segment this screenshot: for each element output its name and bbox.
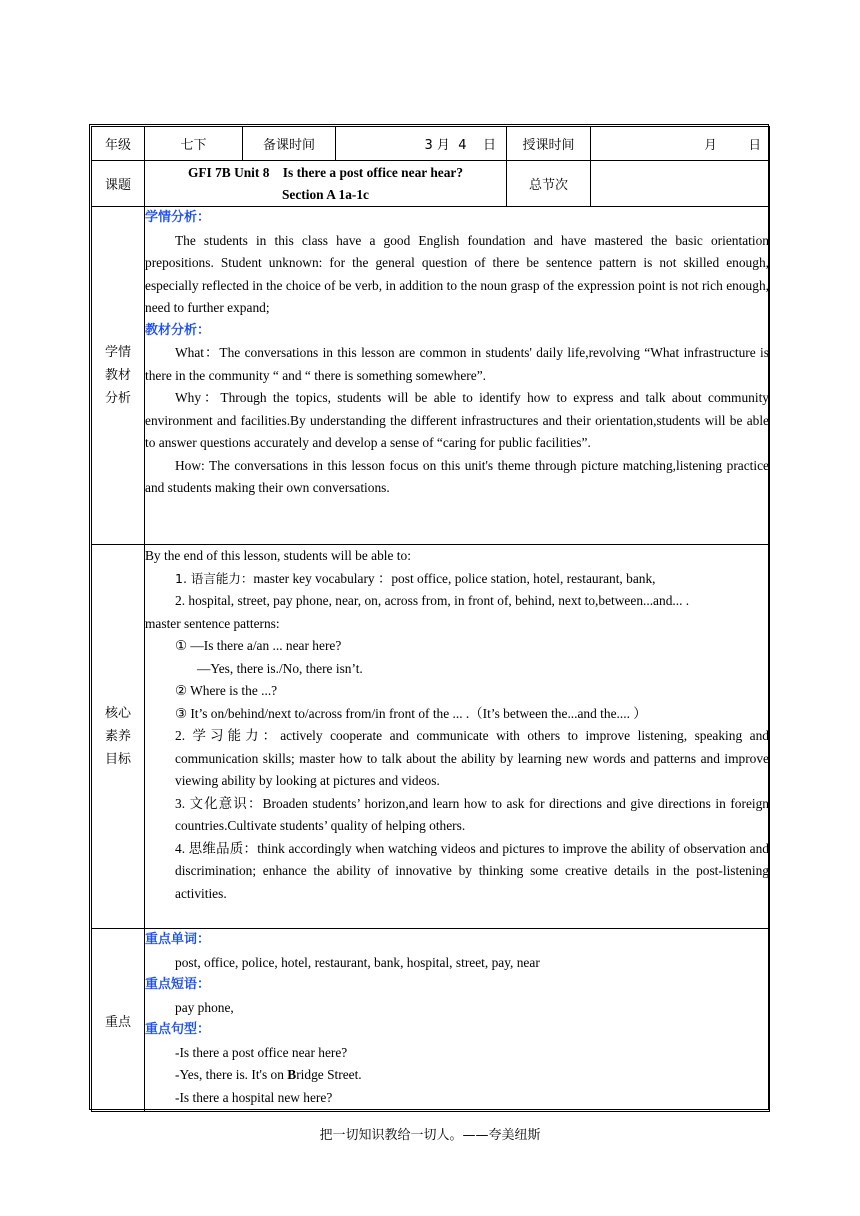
analysis-label	[92, 207, 145, 545]
class-time-label: 授课时间	[507, 127, 591, 161]
key-sentence-1: -Is there a post office near here?	[175, 1044, 348, 1060]
student-analysis-text: The students in this class have a good English foundation and have mastered the basic orientation prepositions. Student unknown: for the general question of there be sentence pattern is not skilled enough, especially reflected in the choice of be verb, in addition to the noun grasp of the expression point is not rich enough, need to further expand;	[145, 232, 769, 315]
topic-label: 课题	[92, 161, 145, 207]
pattern-1b: —Yes, there is./No, there isn’t.	[197, 660, 363, 676]
topic-line-2: Section A 1a-1c	[281, 186, 370, 202]
key-sentence-2	[145, 1064, 769, 1087]
topic-row	[92, 161, 770, 207]
prep-date-text: 3 月 4 日	[424, 138, 496, 153]
material-analysis-heading: 教材分析：	[145, 322, 211, 338]
pattern-2: ② Where is the ...?	[175, 683, 278, 698]
key-points-content	[145, 929, 770, 1112]
goal-language-prefix: 1. 语言能力：	[175, 570, 254, 586]
goal-thinking: 4. 思维品质：think accordingly when watching videos and pictures to improve the ability of observation and discrimination; enhance the ability of innovative by thinking some creative details in the post-listening activities.	[175, 840, 769, 901]
topic-line-1: GFI 7B Unit 8 Is there a post office near hear?	[187, 164, 464, 180]
key-points-label: 重点	[92, 929, 145, 1112]
goals-label-1: 核心	[104, 706, 131, 721]
grade-label: 年级	[92, 127, 145, 161]
goal-vocab-2: 2. hospital, street, pay phone, near, on, across from, in front of, behind, next to,between...and... .	[175, 593, 690, 608]
topic-cell	[145, 161, 507, 207]
key-sentences-heading: 重点句型：	[145, 1022, 211, 1037]
goals-label-2: 素养	[104, 729, 131, 744]
what-paragraph: What：The conversations in this lesson are common in students' daily life,revolving “What infrastructure is there in the community “ and “ there is something somewhere”.	[145, 345, 769, 383]
student-analysis-heading: 学情分析：	[145, 210, 211, 225]
analysis-label-2: 教材	[104, 368, 131, 383]
key-sentence-2-bold: B	[287, 1067, 297, 1082]
analysis-label-1: 学情	[104, 345, 131, 360]
header-row	[92, 127, 770, 161]
grade-value: 七下	[145, 127, 243, 161]
goals-row	[92, 545, 770, 929]
analysis-row	[92, 207, 770, 545]
key-phrases: pay phone,	[175, 999, 234, 1015]
key-words: post, office, police, hotel, restaurant, bank, hospital, street, pay, near	[175, 954, 540, 970]
pattern-1a: ① —Is there a/an ... near here?	[175, 638, 342, 653]
key-points-row	[92, 929, 770, 1112]
total-sessions-value	[591, 161, 770, 207]
lesson-plan-table	[91, 126, 770, 1112]
pattern-3: ③ It’s on/behind/next to/across from/in front of the ... .（It’s between the...and the.... ）	[175, 705, 647, 721]
analysis-label-3: 分析	[104, 391, 131, 406]
goal-language-text: master key vocabulary ：post office, police station, hotel, restaurant, bank,	[253, 570, 656, 586]
goals-label	[92, 545, 145, 929]
key-words-heading: 重点单词：	[145, 932, 211, 947]
total-sessions-label: 总节次	[507, 161, 591, 207]
goal-culture: 3. 文化意识：Broaden students’ horizon,and learn how to ask for directions and give directions in foreign countries.Cultivate students’ quality of helping others.	[175, 795, 769, 833]
goal-learning: 2. 学习能力：actively cooperate and communicate with others to improve listening, speaking and communication skills; master how to talk about the ability by learning new words and patterns and improve viewing ability by looking at pictures and videos.	[175, 728, 769, 788]
key-sentence-3: -Is there a hospital new here?	[175, 1089, 333, 1105]
goals-intro: By the end of this lesson, students will be able to:	[145, 548, 411, 563]
goals-label-3: 目标	[104, 752, 131, 767]
why-paragraph: Why：Through the topics, students will be able to identify how to express and talk about community environment and facilities.By understanding the different infrastructures and their orientation,students will be able to answer questions accurately and develop a sense of “caring for public facilities”.	[145, 390, 769, 450]
class-date: 月 日	[591, 127, 770, 161]
goals-content	[145, 545, 770, 929]
prep-time-label: 备课时间	[243, 127, 336, 161]
prep-date	[336, 127, 507, 161]
analysis-content	[145, 207, 770, 545]
footer-quote: 把一切知识教给一切人。——夸美纽斯	[319, 1128, 541, 1143]
goal-language	[145, 568, 769, 591]
patterns-intro: master sentence patterns:	[145, 615, 280, 631]
how-paragraph: How: The conversations in this lesson focus on this unit's theme through picture matching,listening practice and students making their own conversations.	[145, 457, 769, 495]
key-phrases-heading: 重点短语：	[145, 977, 211, 992]
key-sentence-2-a: -Yes, there is. It's on	[175, 1067, 288, 1082]
key-sentence-2-b: ridge Street.	[296, 1067, 362, 1082]
